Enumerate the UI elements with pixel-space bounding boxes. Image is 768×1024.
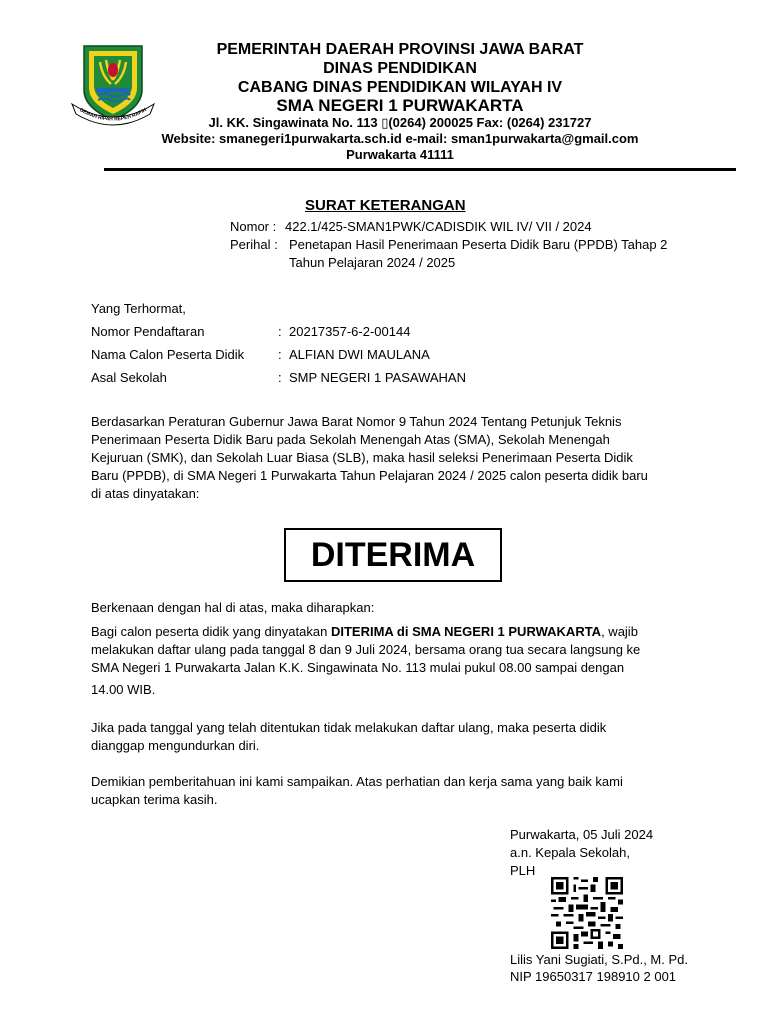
warning-line-1: Jika pada tanggal yang telah ditentukan tidak melakukan daftar ulang, maka peserta didik xyxy=(91,720,607,735)
field-colon: : xyxy=(278,347,282,362)
intro-line-3: Kejuruan (SMK), dan Sekolah Luar Biasa (SLB), maka hasil seleksi Penerimaan Peserta Didik xyxy=(91,450,633,465)
closing-line-1: Demikian pemberitahuan ini kami sampaikan. Atas perhatian dan kerja sama yang baik kami xyxy=(91,774,623,789)
letterhead-city-postal: Purwakarta 41111 xyxy=(346,147,454,162)
perihal-line-2: Tahun Pelajaran 2024 / 2025 xyxy=(289,255,456,270)
instruction-line-4: 14.00 WIB. xyxy=(91,682,156,697)
recipient-row-origin-school xyxy=(91,369,691,392)
recipient-details xyxy=(91,323,691,392)
instruction-line-3: SMA Negeri 1 Purwakarta Jalan K.K. Singawinata No. 113 mulai pukul 08.00 sampai dengan xyxy=(91,660,625,675)
field-value: 20217357-6-2-00144 xyxy=(289,324,411,339)
instruction-status-emphasis: DITERIMA di SMA NEGERI 1 PURWAKARTA xyxy=(330,624,602,639)
qr-code-icon xyxy=(551,877,623,949)
letterhead-government: PEMERINTAH DAERAH PROVINSI JAWA BARAT xyxy=(216,41,584,58)
intro-line-2: Penerimaan Peserta Didik Baru pada Sekolah Menengah Atas (SMA), Sekolah Menengah xyxy=(91,432,610,447)
signature-place-date: Purwakarta, 05 Juli 2024 xyxy=(510,827,654,842)
instruction-prefix: Bagi calon peserta didik yang dinyatakan xyxy=(91,624,328,639)
intro-line-1: Berdasarkan Peraturan Gubernur Jawa Barat Nomor 9 Tahun 2024 Tentang Petunjuk Teknis xyxy=(91,414,622,429)
recipient-row-registration xyxy=(91,323,691,346)
perihal-line-1: Penetapan Hasil Penerimaan Peserta Didik Baru (PPDB) Tahap 2 xyxy=(289,237,668,252)
provincial-emblem-logo xyxy=(70,40,156,126)
letterhead-website-email: Website: smanegeri1purwakarta.sch.id e-mail: sman1purwakarta@gmail.com xyxy=(161,131,639,146)
nomor-label: Nomor : xyxy=(230,219,277,234)
letterhead-divider xyxy=(104,168,736,171)
warning-line-2: dianggap mengundurkan diri. xyxy=(91,738,260,753)
letter-title: SURAT KETERANGAN xyxy=(305,197,466,214)
followup-text: Berkenaan dengan hal di atas, maka diharapkan: xyxy=(91,600,375,615)
instruction-line-2: melakukan daftar ulang pada tanggal 8 dan 9 Juli 2024, bersama orang tua secara langsung ke xyxy=(91,642,641,657)
recipient-row-name xyxy=(91,346,691,369)
letterhead-address: Jl. KK. Singawinata No. 113 ▯(0264) 200025 Fax: (0264) 231727 xyxy=(208,115,592,130)
field-colon: : xyxy=(278,324,282,339)
signature-role: a.n. Kepala Sekolah, xyxy=(510,845,630,860)
logo-ribbon-text: GEMAH RIPAH REPEH RAPIH xyxy=(78,107,148,123)
field-colon: : xyxy=(278,370,282,385)
signatory-nip: NIP 19650317 198910 2 001 xyxy=(510,969,677,984)
intro-line-5: di atas dinyatakan: xyxy=(91,486,200,501)
field-label: Nomor Pendaftaran xyxy=(91,324,205,339)
admission-status: DITERIMA xyxy=(310,536,476,574)
letterhead-school-name: SMA NEGERI 1 PURWAKARTA xyxy=(276,96,524,115)
instruction-line-1 xyxy=(91,623,638,641)
salutation: Yang Terhormat, xyxy=(91,301,186,316)
letterhead-branch: CABANG DINAS PENDIDIKAN WILAYAH IV xyxy=(237,79,563,96)
signature-plh: PLH xyxy=(510,863,536,878)
nomor-value: 422.1/425-SMAN1PWK/CADISDIK WIL IV/ VII / 2024 xyxy=(285,219,592,234)
intro-line-4: Baru (PPDB), di SMA Negeri 1 Purwakarta Tahun Pelajaran 2024 / 2025 calon peserta didik baru xyxy=(91,468,648,483)
signatory-name: Lilis Yani Sugiati, S.Pd., M. Pd. xyxy=(510,952,688,967)
field-label: Asal Sekolah xyxy=(91,370,167,385)
closing-line-2: ucapkan terima kasih. xyxy=(91,792,218,807)
field-label: Nama Calon Peserta Didik xyxy=(91,347,245,362)
admission-status-box xyxy=(284,528,502,582)
letterhead-department: DINAS PENDIDIKAN xyxy=(323,60,477,77)
perihal-label: Perihal : xyxy=(230,237,278,252)
instruction-suffix: , wajib xyxy=(601,624,638,639)
field-value: ALFIAN DWI MAULANA xyxy=(289,347,430,362)
field-value: SMP NEGERI 1 PASAWAHAN xyxy=(289,370,466,385)
